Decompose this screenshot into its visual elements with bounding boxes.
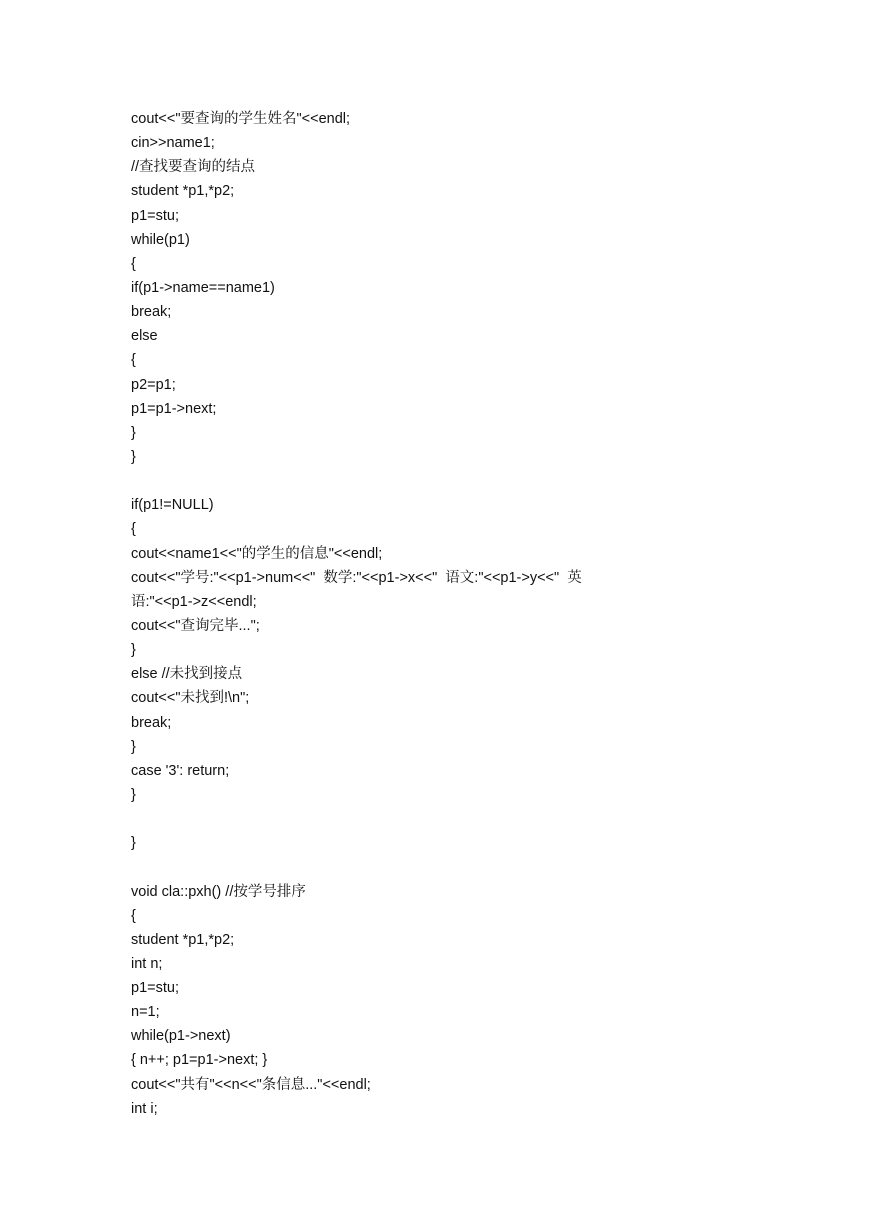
code-line: p1=stu; xyxy=(131,207,179,224)
code-line: 语:"<<p1->z<<endl; xyxy=(131,593,257,610)
code-line: { xyxy=(131,907,136,924)
code-line: { n++; p1=p1->next; } xyxy=(131,1052,268,1069)
code-line: p2=p1; xyxy=(131,376,176,393)
code-line: break; xyxy=(131,714,172,731)
code-line: int n; xyxy=(131,955,163,972)
code-line: p1=stu; xyxy=(131,980,179,997)
code-line: } xyxy=(131,835,136,852)
code-line: cout<<"共有"<<n<<"条信息..."<<endl; xyxy=(131,1076,371,1093)
code-line: if(p1!=NULL) xyxy=(131,497,214,514)
code-line: case '3': return; xyxy=(131,762,230,779)
code-listing xyxy=(131,107,691,1121)
code-line: cout<<"未找到!\n"; xyxy=(131,690,250,707)
code-line: n=1; xyxy=(131,1004,160,1021)
code-line: } xyxy=(131,424,136,441)
code-line: break; xyxy=(131,304,172,321)
code-line: student *p1,*p2; xyxy=(131,931,235,948)
code-line: } xyxy=(131,448,136,465)
code-line: } xyxy=(131,738,136,755)
code-line: { xyxy=(131,352,136,369)
code-line: while(p1) xyxy=(131,231,190,248)
code-line: } xyxy=(131,642,136,659)
code-comment-line: //查找要查询的结点 xyxy=(131,159,256,176)
blank-line xyxy=(131,807,691,831)
code-line: int i; xyxy=(131,1100,158,1117)
code-line: p1=p1->next; xyxy=(131,400,217,417)
code-line: else xyxy=(131,328,158,345)
code-line: { xyxy=(131,521,136,538)
blank-line xyxy=(131,855,691,879)
blank-line xyxy=(131,469,691,493)
code-comment-line: void cla::pxh() //按学号排序 xyxy=(131,883,306,900)
code-line: cin>>name1; xyxy=(131,135,215,152)
code-line: } xyxy=(131,786,136,803)
code-line: { xyxy=(131,255,136,272)
code-comment-line: else //未找到接点 xyxy=(131,666,243,683)
code-line: cout<<"学号:"<<p1->num<<" 数学:"<<p1->x<<" 语文:"<<p1->y<<" 英 xyxy=(131,569,582,586)
code-line: while(p1->next) xyxy=(131,1028,231,1045)
code-line: if(p1->name==name1) xyxy=(131,279,275,296)
code-line: cout<<name1<<"的学生的信息"<<endl; xyxy=(131,545,383,562)
code-line: student *p1,*p2; xyxy=(131,183,235,200)
code-line: cout<<"查询完毕..."; xyxy=(131,617,260,634)
code-line: cout<<"要查询的学生姓名"<<endl; xyxy=(131,111,351,127)
